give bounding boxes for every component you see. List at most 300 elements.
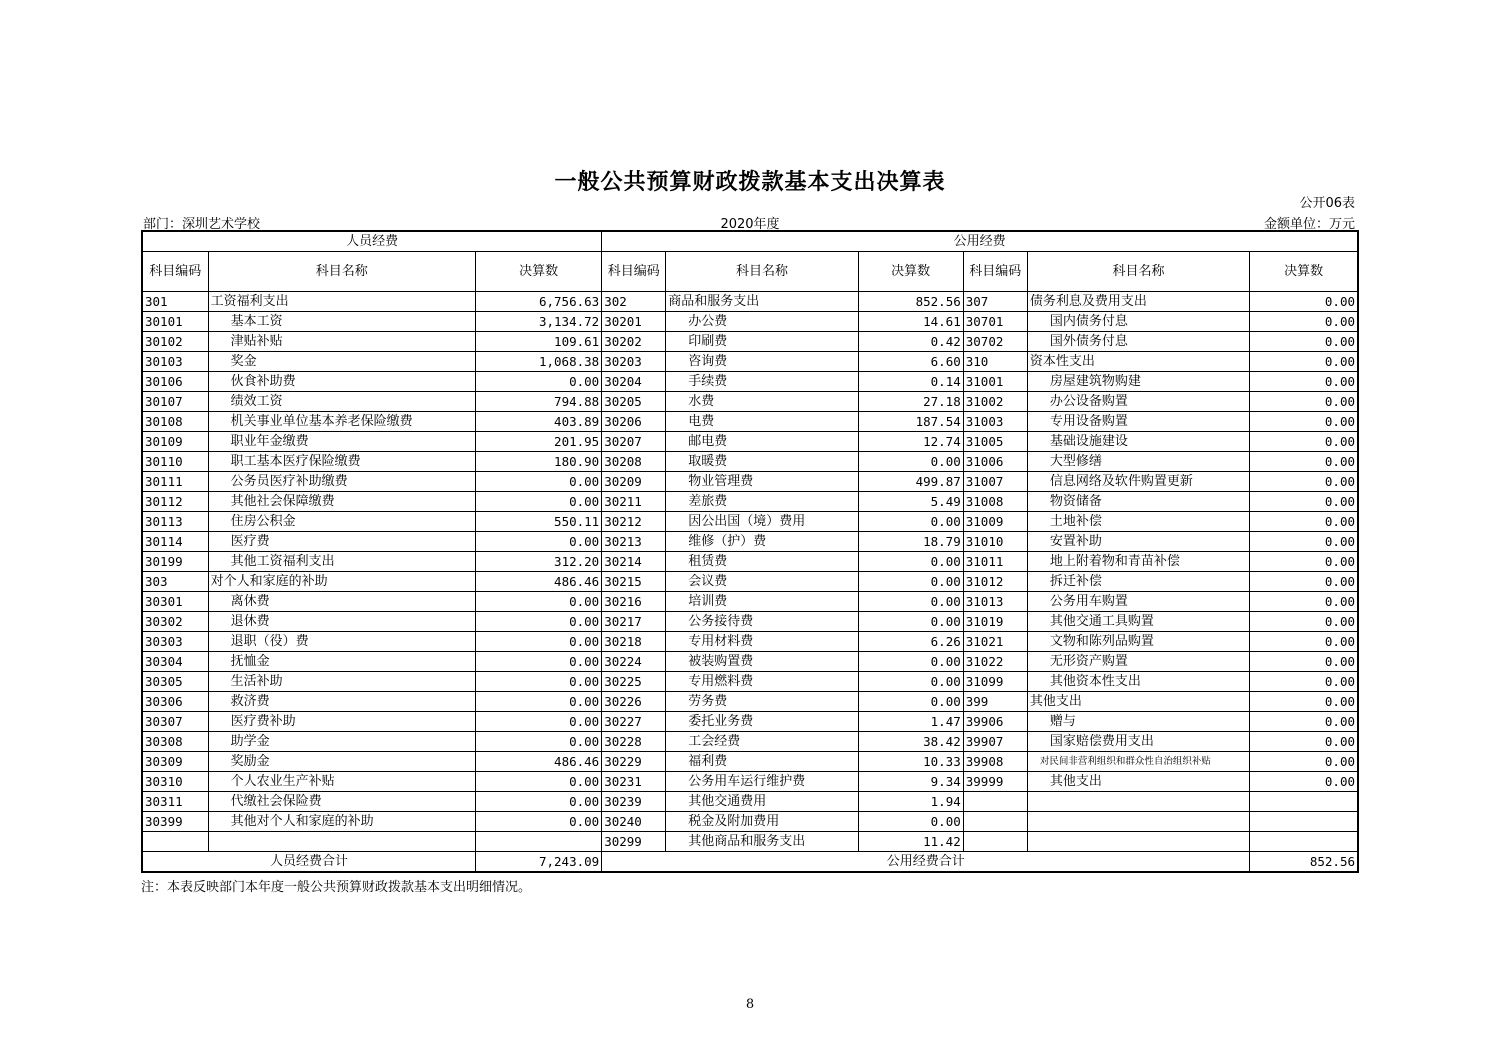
item-code: 31007 <box>963 472 1027 492</box>
item-name: 津贴补贴 <box>208 332 475 352</box>
item-amount: 11.42 <box>858 832 963 852</box>
item-name: 其他商品和服务支出 <box>666 832 858 852</box>
item-code: 30206 <box>602 412 666 432</box>
item-amount: 0.00 <box>858 512 963 532</box>
table-row <box>142 572 1358 592</box>
table-row <box>142 392 1358 412</box>
table-row <box>142 752 1358 772</box>
item-name: 电费 <box>666 412 858 432</box>
item-amount: 0.00 <box>1250 732 1358 752</box>
page-number: 8 <box>745 997 755 1012</box>
col-name: 科目名称 <box>1027 252 1249 292</box>
section-personnel: 人员经费 <box>142 231 602 252</box>
table-row <box>142 812 1358 832</box>
item-amount: 403.89 <box>476 412 602 432</box>
item-name: 印刷费 <box>666 332 858 352</box>
item-amount: 0.00 <box>476 492 602 512</box>
item-name <box>1027 812 1249 832</box>
item-name: 国内债务付息 <box>1027 312 1249 332</box>
item-code: 31011 <box>963 552 1027 572</box>
item-code: 30399 <box>142 812 208 832</box>
item-name: 专用设备购置 <box>1027 412 1249 432</box>
item-name: 奖励金 <box>208 752 475 772</box>
item-name: 办公设备购置 <box>1027 392 1249 412</box>
item-code: 30212 <box>602 512 666 532</box>
table-row <box>142 512 1358 532</box>
item-amount: 0.00 <box>1250 672 1358 692</box>
col-name: 科目名称 <box>208 252 475 292</box>
table-row <box>142 792 1358 812</box>
item-name: 福利费 <box>666 752 858 772</box>
item-code <box>963 792 1027 812</box>
item-name: 水费 <box>666 392 858 412</box>
table-row <box>142 832 1358 852</box>
table-row <box>142 312 1358 332</box>
item-name: 租赁费 <box>666 552 858 572</box>
item-code: 30227 <box>602 712 666 732</box>
item-amount: 0.00 <box>858 692 963 712</box>
item-code: 30101 <box>142 312 208 332</box>
item-code: 30301 <box>142 592 208 612</box>
item-amount: 0.00 <box>476 612 602 632</box>
item-amount: 0.00 <box>1250 692 1358 712</box>
item-code: 30229 <box>602 752 666 772</box>
item-name: 其他支出 <box>1027 772 1249 792</box>
item-amount: 0.00 <box>476 812 602 832</box>
item-code: 30299 <box>602 832 666 852</box>
item-name: 邮电费 <box>666 432 858 452</box>
item-code: 30107 <box>142 392 208 412</box>
item-amount: 5.49 <box>858 492 963 512</box>
item-name: 奖金 <box>208 352 475 372</box>
item-name: 个人农业生产补贴 <box>208 772 475 792</box>
item-name: 赠与 <box>1027 712 1249 732</box>
table-row <box>142 712 1358 732</box>
item-code: 31009 <box>963 512 1027 532</box>
item-code: 30309 <box>142 752 208 772</box>
item-amount: 0.14 <box>858 372 963 392</box>
item-amount: 0.00 <box>858 572 963 592</box>
item-code: 39907 <box>963 732 1027 752</box>
item-name: 对民间非营利组织和群众性自治组织补贴 <box>1027 752 1249 772</box>
col-name: 科目名称 <box>666 252 858 292</box>
item-amount: 0.00 <box>858 672 963 692</box>
item-name: 安置补助 <box>1027 532 1249 552</box>
item-amount: 18.79 <box>858 532 963 552</box>
item-name: 无形资产购置 <box>1027 652 1249 672</box>
item-amount: 0.00 <box>1250 592 1358 612</box>
item-code: 30208 <box>602 452 666 472</box>
table-row <box>142 692 1358 712</box>
item-name: 医疗费补助 <box>208 712 475 732</box>
item-amount: 0.00 <box>1250 432 1358 452</box>
item-code: 30215 <box>602 572 666 592</box>
item-amount: 0.00 <box>476 692 602 712</box>
item-code: 31012 <box>963 572 1027 592</box>
item-name: 工资福利支出 <box>208 292 475 312</box>
table-row <box>142 532 1358 552</box>
item-code: 303 <box>142 572 208 592</box>
item-name: 办公费 <box>666 312 858 332</box>
table-row <box>142 552 1358 572</box>
item-amount: 0.00 <box>1250 512 1358 532</box>
col-amount: 决算数 <box>1250 252 1358 292</box>
item-code: 31013 <box>963 592 1027 612</box>
item-code: 30214 <box>602 552 666 572</box>
item-name: 信息网络及软件购置更新 <box>1027 472 1249 492</box>
item-name: 抚恤金 <box>208 652 475 672</box>
item-amount: 0.42 <box>858 332 963 352</box>
item-name: 退休费 <box>208 612 475 632</box>
item-amount: 0.00 <box>476 472 602 492</box>
table-row <box>142 412 1358 432</box>
item-name <box>1027 792 1249 812</box>
item-amount: 1.94 <box>858 792 963 812</box>
item-amount: 27.18 <box>858 392 963 412</box>
item-name: 离休费 <box>208 592 475 612</box>
item-name: 基础设施建设 <box>1027 432 1249 452</box>
item-code: 30207 <box>602 432 666 452</box>
item-name: 救济费 <box>208 692 475 712</box>
item-amount: 0.00 <box>1250 612 1358 632</box>
item-amount: 180.90 <box>476 452 602 472</box>
table-row <box>142 632 1358 652</box>
department-label: 部门：深圳艺术学校 <box>143 217 261 232</box>
item-name: 大型修缮 <box>1027 452 1249 472</box>
item-name <box>1027 832 1249 852</box>
item-code: 30302 <box>142 612 208 632</box>
item-amount: 109.61 <box>476 332 602 352</box>
item-amount: 0.00 <box>1250 492 1358 512</box>
item-name: 专用燃料费 <box>666 672 858 692</box>
item-code: 31006 <box>963 452 1027 472</box>
item-code: 30231 <box>602 772 666 792</box>
item-amount: 499.87 <box>858 472 963 492</box>
item-amount: 0.00 <box>1250 552 1358 572</box>
item-amount: 852.56 <box>858 292 963 312</box>
item-code: 30702 <box>963 332 1027 352</box>
item-name: 公务用车运行维护费 <box>666 772 858 792</box>
table-row <box>142 732 1358 752</box>
item-amount: 0.00 <box>1250 712 1358 732</box>
item-amount: 0.00 <box>1250 532 1358 552</box>
item-name: 债务利息及费用支出 <box>1027 292 1249 312</box>
table-row <box>142 492 1358 512</box>
section-header-row <box>142 231 1358 252</box>
item-name: 医疗费 <box>208 532 475 552</box>
item-code: 31010 <box>963 532 1027 552</box>
item-amount <box>1250 812 1358 832</box>
item-name: 职业年金缴费 <box>208 432 475 452</box>
item-code: 31022 <box>963 652 1027 672</box>
item-code: 30102 <box>142 332 208 352</box>
item-code: 30110 <box>142 452 208 472</box>
item-code: 30311 <box>142 792 208 812</box>
item-code: 30308 <box>142 732 208 752</box>
item-name: 物业管理费 <box>666 472 858 492</box>
item-amount: 10.33 <box>858 752 963 772</box>
form-number: 公开06表 <box>1299 196 1355 211</box>
fiscal-year: 2020年度 <box>720 217 780 232</box>
item-name: 生活补助 <box>208 672 475 692</box>
item-amount: 0.00 <box>858 552 963 572</box>
col-code: 科目编码 <box>142 252 208 292</box>
public-total-value: 852.56 <box>1250 852 1358 873</box>
table-row <box>142 332 1358 352</box>
item-code: 30224 <box>602 652 666 672</box>
item-code: 302 <box>602 292 666 312</box>
item-name: 公务接待费 <box>666 612 858 632</box>
item-code: 30209 <box>602 472 666 492</box>
item-code: 30108 <box>142 412 208 432</box>
item-code: 30201 <box>602 312 666 332</box>
item-amount <box>1250 832 1358 852</box>
item-amount: 0.00 <box>1250 312 1358 332</box>
table-row <box>142 672 1358 692</box>
item-name: 地上附着物和青苗补偿 <box>1027 552 1249 572</box>
personnel-total-value: 7,243.09 <box>476 852 602 873</box>
table-row <box>142 472 1358 492</box>
item-code: 30218 <box>602 632 666 652</box>
item-code: 39908 <box>963 752 1027 772</box>
item-amount: 0.00 <box>476 592 602 612</box>
item-code: 31099 <box>963 672 1027 692</box>
section-public: 公用经费 <box>602 231 1358 252</box>
item-name: 国外债务付息 <box>1027 332 1249 352</box>
totals-row <box>142 852 1358 873</box>
item-code: 30701 <box>963 312 1027 332</box>
item-name: 委托业务费 <box>666 712 858 732</box>
item-amount: 38.42 <box>858 732 963 752</box>
item-amount: 0.00 <box>1250 652 1358 672</box>
table-row <box>142 592 1358 612</box>
item-code: 30111 <box>142 472 208 492</box>
item-code: 31005 <box>963 432 1027 452</box>
item-code: 30304 <box>142 652 208 672</box>
item-name: 咨询费 <box>666 352 858 372</box>
table-row <box>142 432 1358 452</box>
item-name: 绩效工资 <box>208 392 475 412</box>
item-name: 因公出国（境）费用 <box>666 512 858 532</box>
item-code: 30240 <box>602 812 666 832</box>
item-amount: 12.74 <box>858 432 963 452</box>
table-row <box>142 292 1358 312</box>
item-code: 31001 <box>963 372 1027 392</box>
item-amount: 6.60 <box>858 352 963 372</box>
item-code <box>142 832 208 852</box>
item-name: 公务用车购置 <box>1027 592 1249 612</box>
item-name: 基本工资 <box>208 312 475 332</box>
item-amount: 0.00 <box>476 652 602 672</box>
item-amount: 187.54 <box>858 412 963 432</box>
item-amount: 6,756.63 <box>476 292 602 312</box>
column-header-row <box>142 252 1358 292</box>
item-name: 工会经费 <box>666 732 858 752</box>
item-name: 劳务费 <box>666 692 858 712</box>
item-name: 手续费 <box>666 372 858 392</box>
table-row <box>142 452 1358 472</box>
item-code: 30211 <box>602 492 666 512</box>
item-code: 30203 <box>602 352 666 372</box>
item-code: 30239 <box>602 792 666 812</box>
item-amount: 0.00 <box>858 592 963 612</box>
item-code: 30109 <box>142 432 208 452</box>
item-amount: 0.00 <box>1250 372 1358 392</box>
item-code: 31021 <box>963 632 1027 652</box>
item-name: 资本性支出 <box>1027 352 1249 372</box>
item-amount: 486.46 <box>476 572 602 592</box>
item-name: 房屋建筑物购建 <box>1027 372 1249 392</box>
item-name: 其他工资福利支出 <box>208 552 475 572</box>
item-amount: 0.00 <box>476 532 602 552</box>
col-amount: 决算数 <box>858 252 963 292</box>
item-amount <box>1250 792 1358 812</box>
personnel-total-label: 人员经费合计 <box>142 852 476 873</box>
item-code: 30225 <box>602 672 666 692</box>
item-amount: 1.47 <box>858 712 963 732</box>
item-amount <box>476 832 602 852</box>
item-name: 被装购置费 <box>666 652 858 672</box>
item-code: 30216 <box>602 592 666 612</box>
item-name: 维修（护）费 <box>666 532 858 552</box>
item-name: 机关事业单位基本养老保险缴费 <box>208 412 475 432</box>
item-code: 30112 <box>142 492 208 512</box>
item-amount: 6.26 <box>858 632 963 652</box>
item-code: 310 <box>963 352 1027 372</box>
item-code: 30103 <box>142 352 208 372</box>
item-code: 31019 <box>963 612 1027 632</box>
item-code: 30199 <box>142 552 208 572</box>
item-name: 物资储备 <box>1027 492 1249 512</box>
page-title: 一般公共预算财政拨款基本支出决算表 <box>554 170 946 195</box>
col-amount: 决算数 <box>476 252 602 292</box>
item-amount: 0.00 <box>858 612 963 632</box>
item-name: 其他对个人和家庭的补助 <box>208 812 475 832</box>
item-name: 税金及附加费用 <box>666 812 858 832</box>
item-amount: 0.00 <box>1250 772 1358 792</box>
item-code: 30228 <box>602 732 666 752</box>
item-amount: 0.00 <box>1250 412 1358 432</box>
item-amount: 0.00 <box>476 372 602 392</box>
table-row <box>142 372 1358 392</box>
item-code: 307 <box>963 292 1027 312</box>
item-amount: 0.00 <box>476 792 602 812</box>
item-code: 30114 <box>142 532 208 552</box>
item-name: 会议费 <box>666 572 858 592</box>
item-code: 31002 <box>963 392 1027 412</box>
item-amount: 0.00 <box>1250 752 1358 772</box>
item-code: 30113 <box>142 512 208 532</box>
item-amount: 1,068.38 <box>476 352 602 372</box>
item-amount: 0.00 <box>1250 352 1358 372</box>
table-row <box>142 652 1358 672</box>
item-amount: 0.00 <box>476 772 602 792</box>
item-code <box>963 812 1027 832</box>
item-amount: 0.00 <box>476 712 602 732</box>
item-amount: 0.00 <box>1250 392 1358 412</box>
item-amount: 312.20 <box>476 552 602 572</box>
item-name: 培训费 <box>666 592 858 612</box>
item-name: 其他交通费用 <box>666 792 858 812</box>
item-name: 助学金 <box>208 732 475 752</box>
item-name: 专用材料费 <box>666 632 858 652</box>
item-amount: 0.00 <box>476 632 602 652</box>
item-amount: 486.46 <box>476 752 602 772</box>
table-row <box>142 612 1358 632</box>
item-code: 30217 <box>602 612 666 632</box>
item-code: 30310 <box>142 772 208 792</box>
item-amount: 0.00 <box>476 672 602 692</box>
item-name: 职工基本医疗保险缴费 <box>208 452 475 472</box>
item-amount: 794.88 <box>476 392 602 412</box>
item-name: 其他交通工具购置 <box>1027 612 1249 632</box>
item-amount: 0.00 <box>1250 332 1358 352</box>
item-code: 31003 <box>963 412 1027 432</box>
item-name: 其他支出 <box>1027 692 1249 712</box>
item-name: 伙食补助费 <box>208 372 475 392</box>
item-amount: 201.95 <box>476 432 602 452</box>
item-name: 商品和服务支出 <box>666 292 858 312</box>
item-code: 30226 <box>602 692 666 712</box>
item-name: 拆迁补偿 <box>1027 572 1249 592</box>
item-code: 39906 <box>963 712 1027 732</box>
item-code: 30204 <box>602 372 666 392</box>
item-code: 30306 <box>142 692 208 712</box>
item-amount: 0.00 <box>858 812 963 832</box>
item-amount: 0.00 <box>1250 292 1358 312</box>
item-code: 30213 <box>602 532 666 552</box>
item-code: 31008 <box>963 492 1027 512</box>
item-name: 对个人和家庭的补助 <box>208 572 475 592</box>
item-amount: 0.00 <box>476 732 602 752</box>
item-code: 30305 <box>142 672 208 692</box>
item-name: 取暖费 <box>666 452 858 472</box>
item-code: 39999 <box>963 772 1027 792</box>
item-name: 其他资本性支出 <box>1027 672 1249 692</box>
item-amount: 0.00 <box>1250 452 1358 472</box>
col-code: 科目编码 <box>963 252 1027 292</box>
item-amount: 550.11 <box>476 512 602 532</box>
item-code <box>963 832 1027 852</box>
item-amount: 0.00 <box>1250 472 1358 492</box>
item-code: 301 <box>142 292 208 312</box>
footnote: 注：本表反映部门本年度一般公共预算财政拨款基本支出明细情况。 <box>141 880 532 895</box>
item-name: 国家赔偿费用支出 <box>1027 732 1249 752</box>
item-name: 差旅费 <box>666 492 858 512</box>
table-row <box>142 772 1358 792</box>
item-code: 30205 <box>602 392 666 412</box>
item-name: 代缴社会保险费 <box>208 792 475 812</box>
item-code: 30307 <box>142 712 208 732</box>
expenditure-table <box>141 230 1359 873</box>
item-amount: 0.00 <box>858 452 963 472</box>
item-code: 30106 <box>142 372 208 392</box>
item-name: 住房公积金 <box>208 512 475 532</box>
unit-label: 金额单位：万元 <box>1263 217 1355 232</box>
table-row <box>142 352 1358 372</box>
col-code: 科目编码 <box>602 252 666 292</box>
item-amount: 14.61 <box>858 312 963 332</box>
item-amount: 0.00 <box>1250 572 1358 592</box>
item-name: 退职（役）费 <box>208 632 475 652</box>
public-total-label: 公用经费合计 <box>602 852 1250 873</box>
item-amount: 3,134.72 <box>476 312 602 332</box>
item-name: 土地补偿 <box>1027 512 1249 532</box>
item-amount: 0.00 <box>858 652 963 672</box>
item-name: 其他社会保障缴费 <box>208 492 475 512</box>
item-amount: 0.00 <box>1250 632 1358 652</box>
item-name <box>208 832 475 852</box>
